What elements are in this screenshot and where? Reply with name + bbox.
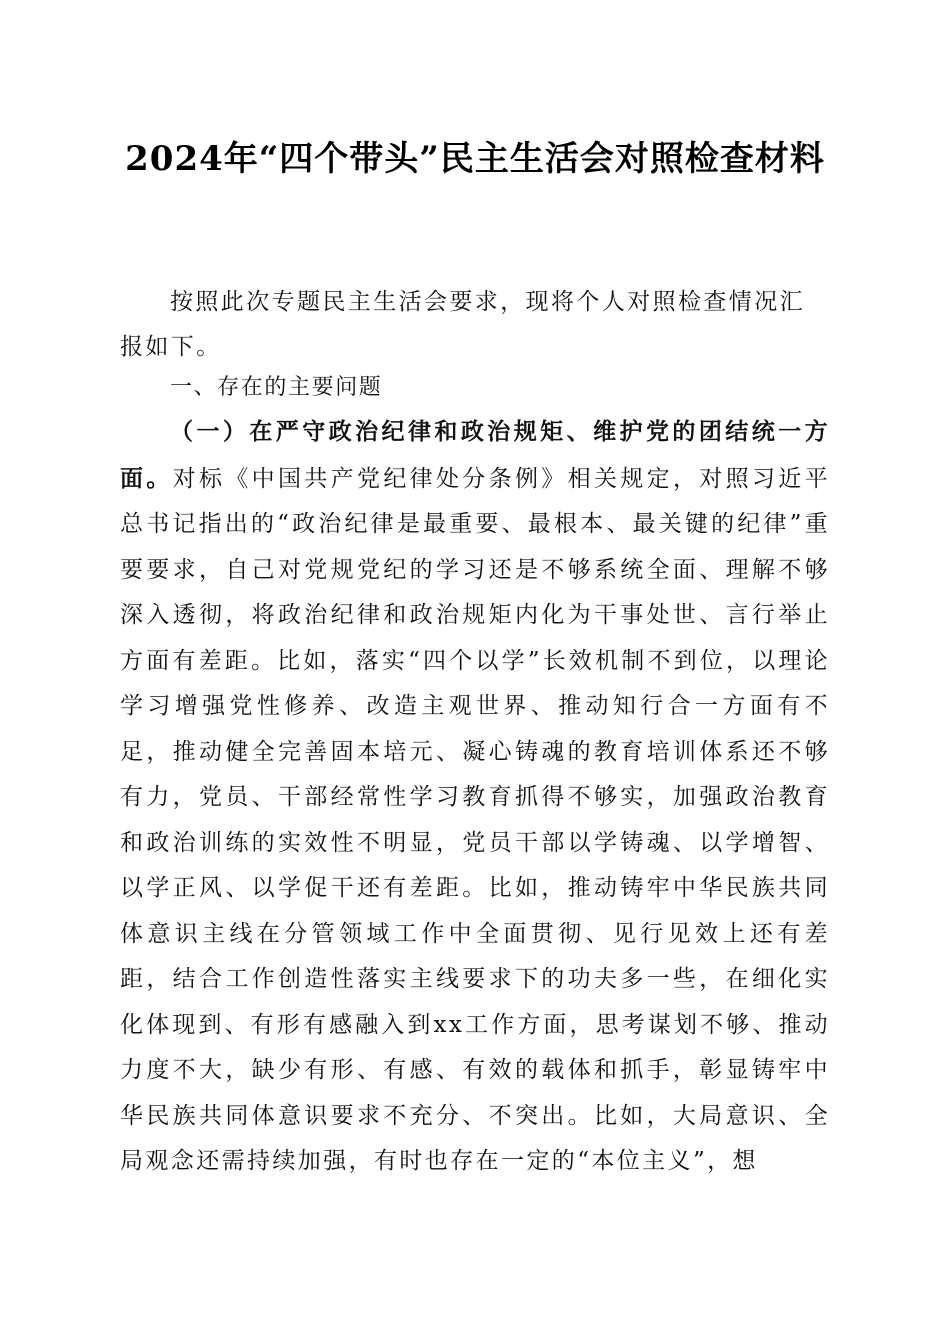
document-title: 2024年“四个带头”民主生活会对照检查材料 — [125, 139, 825, 179]
body-paragraph — [120, 409, 830, 1185]
section-heading: 一、存在的主要问题 — [170, 375, 383, 400]
intro-paragraph: 按照此次专题民主生活会要求，现将个人对照检查情况汇报如下。 — [120, 289, 805, 360]
subsection-heading: （一）在严守政治纪律和政治规矩、维护党的团结统一方面。 — [120, 418, 830, 492]
subsection-body: 对标《中国共产党纪律处分条例》相关规定，对照习近平总书记指出的“政治纪律是最重要、最根本、最关键的纪律”重要要求，自己对党规党纪的学习还是不够系统全面、理解不够深入透彻，将政治纪律和政治规矩内化为干事处世、言行举止方面有差距。比如，落实“四个以学”长效机制不到位，以理论学习增强党性修养、改造主观世界、推动知行合一方面有不足，推动健全完善固本培元、凝心铸魂的教育培训体系还不够有力，党员、干部经常性学习教育抓得不够实，加强政治教育和政治训练的实效性不明显，党员干部以学铸魂、以学增智、以学正风、以学促干还有差距。比如，推动铸牢中华民族共同体意识主线在分管领域工作中全面贯彻、见行见效上还有差距，结合工作创造性落实主线要求下的功夫多一些，在细化实化体现到、有形有感融入到xx工作方面，思考谋划不够、推动力度不大，缺少有形、有感、有效的载体和抓手，彰显铸牢中华民族共同体意识要求不充分、不突出。比如，大局意识、全局观念还需持续加强，有时也存在一定的“本位主义”，想 — [120, 465, 830, 1174]
